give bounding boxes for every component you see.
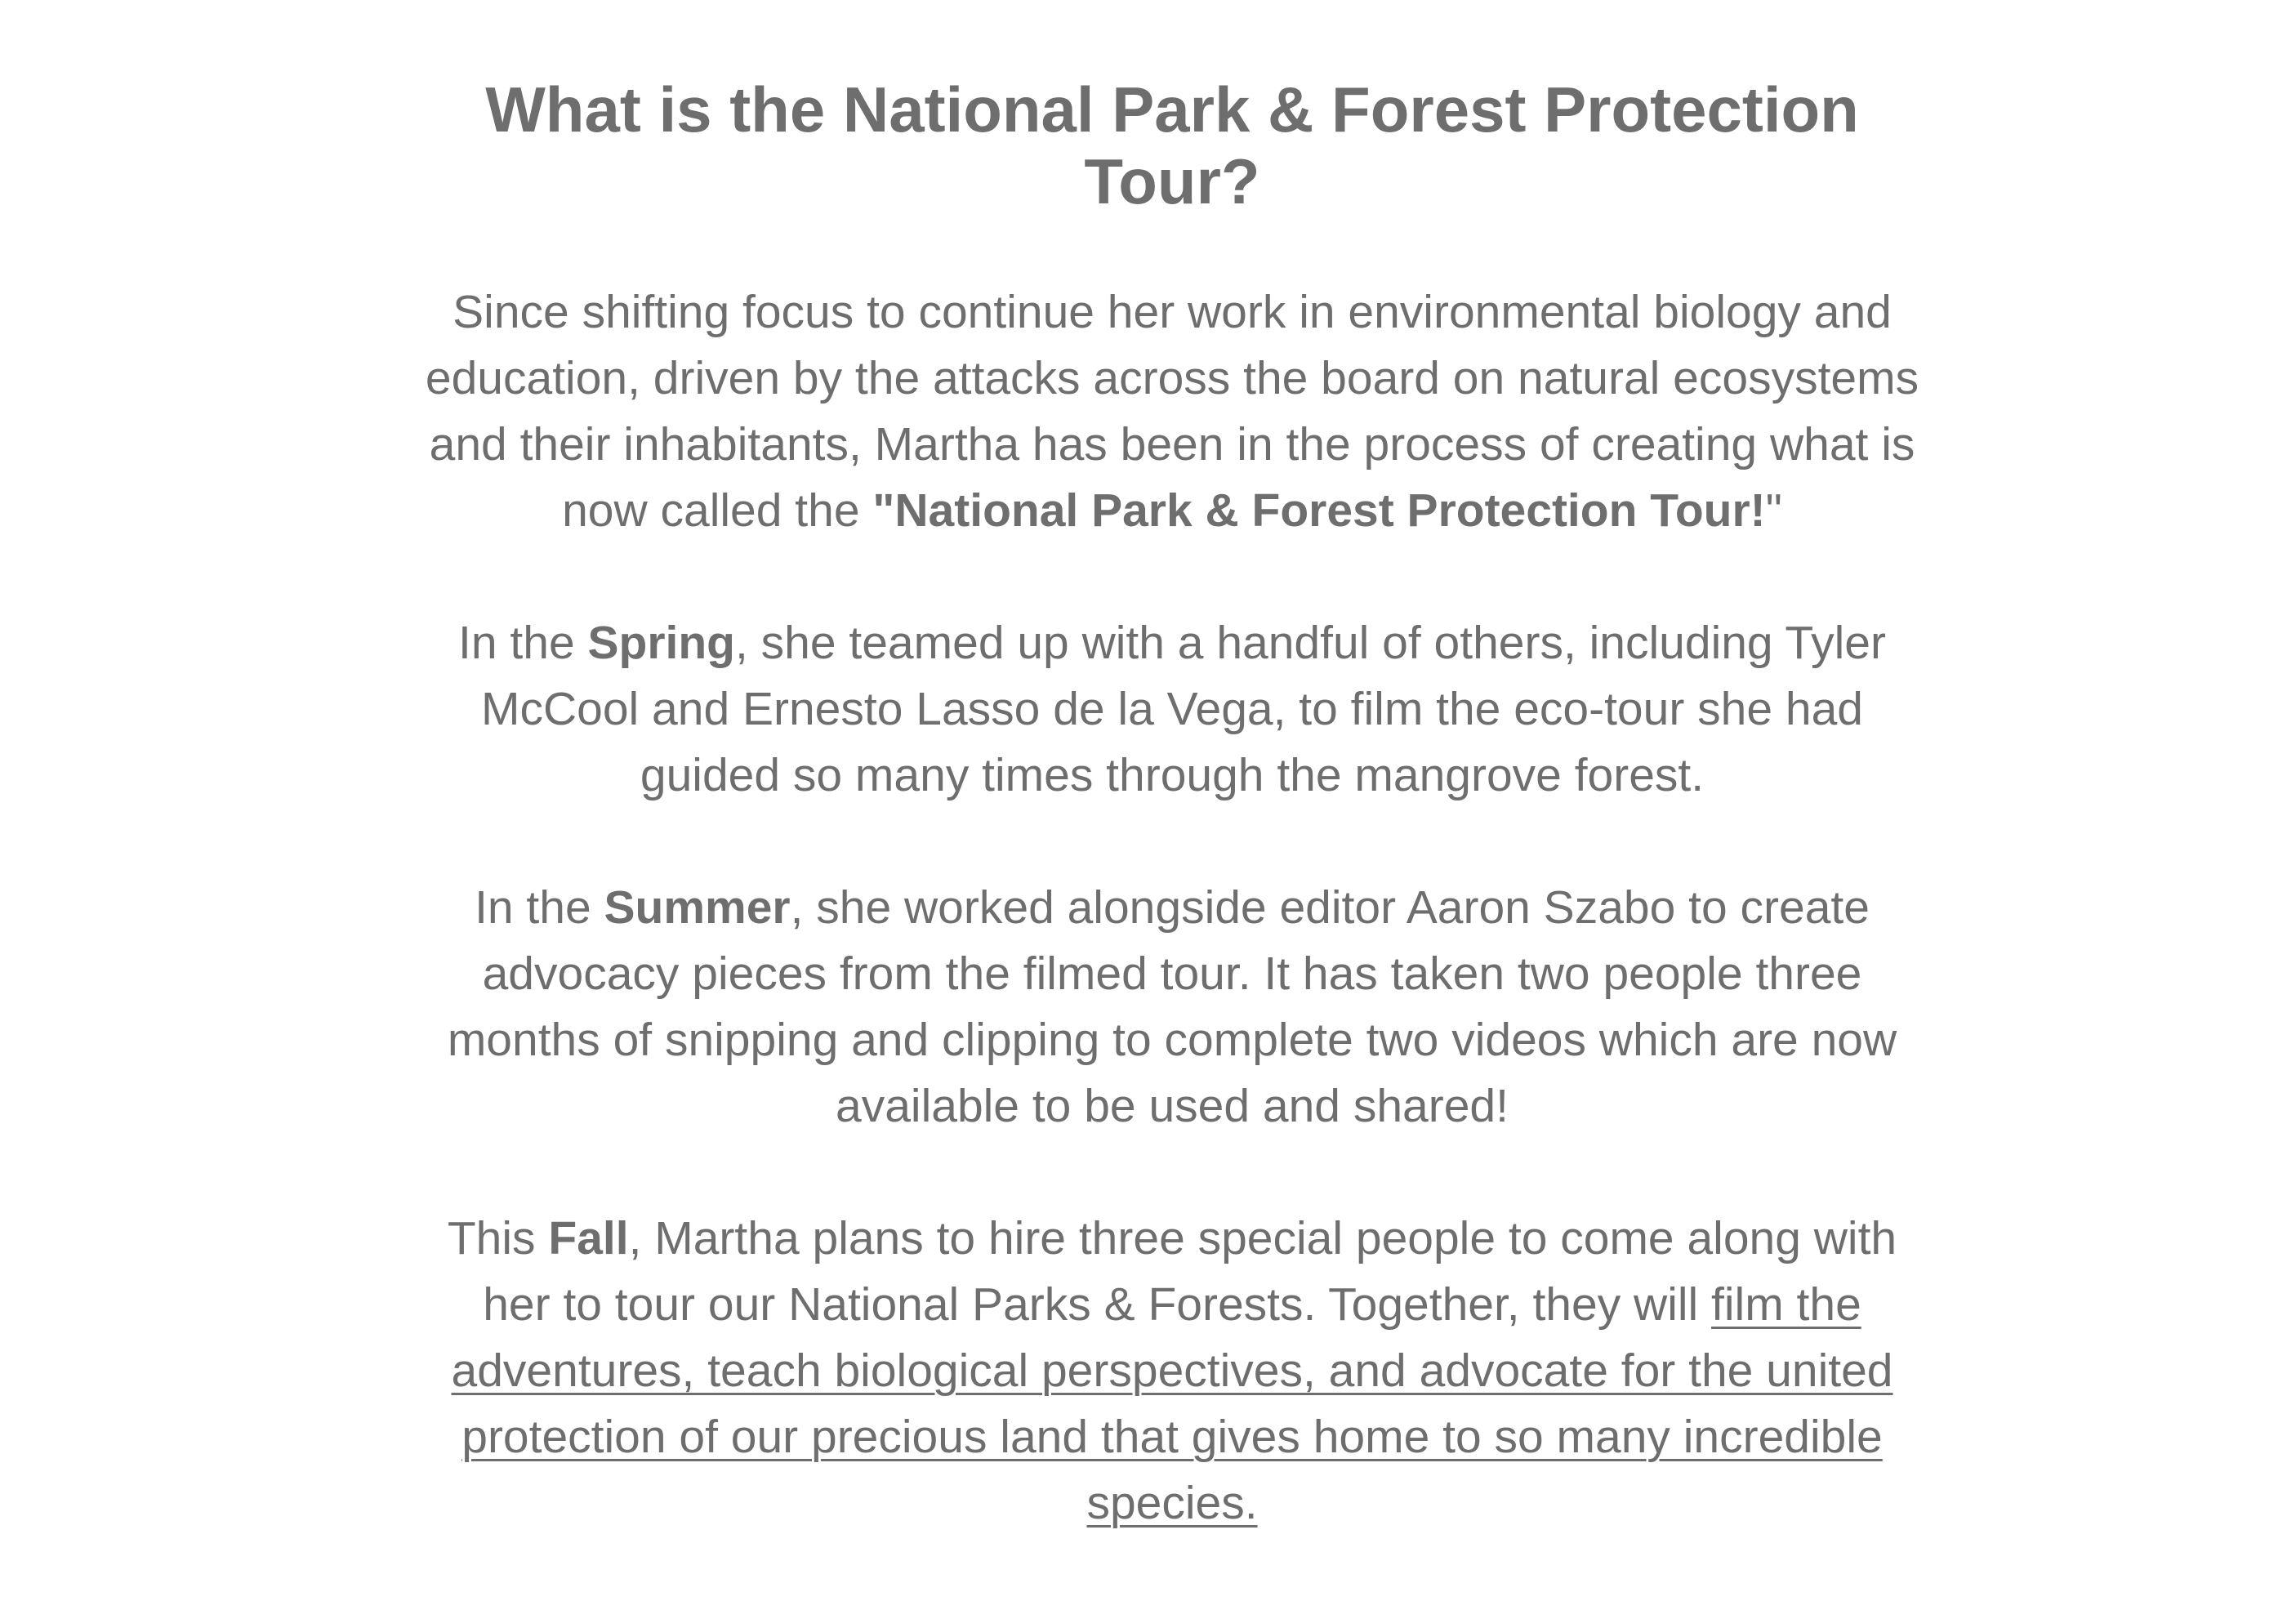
summer-text-start: In the (475, 881, 604, 934)
summer-bold: Summer (604, 881, 791, 934)
spring-bold: Spring (587, 617, 735, 669)
summer-text: , she worked alongside editor Aaron Szabo to create advocacy pieces from the filmed tour. It has taken two people three months of snipping and clipping to complete two videos which are now available to be used and shared! (447, 881, 1897, 1132)
page-title: What is the National Park & Forest Protection Tour? (485, 74, 1859, 217)
fall-text-start: This (447, 1212, 549, 1264)
fall-text: , Martha plans to hire three special people to come along with her to tour our National Parks & Forests. Together, they will (483, 1212, 1897, 1331)
summer-paragraph (408, 875, 1936, 1139)
spring-text: , she teamed up with a handful of others, including Tyler McCool and Ernesto Lasso de la Vega, to film the eco-tour she had guided so many times through the mangrove forest. (481, 617, 1886, 801)
tour-name-bold: "National Park & Forest Protection Tour! (872, 484, 1766, 537)
intro-text: Since shifting focus to continue her work in environmental biology and education, driven by the attacks across the board on natural ecosystems and their inhabitants, Martha has been in the process of creating what is now called the (425, 286, 1919, 537)
fall-bold: Fall (548, 1212, 629, 1264)
spring-text-start: In the (458, 617, 588, 669)
spring-paragraph (408, 610, 1936, 809)
fall-mission-link[interactable]: film the adventures, teach biological perspectives, and advocate for the united protection of our precious land that gives home to so many incredible species. (451, 1278, 1893, 1529)
fall-paragraph (408, 1206, 1936, 1536)
intro-paragraph (408, 279, 1936, 544)
intro-text-end: " (1765, 484, 1782, 537)
article-content (408, 74, 1936, 1536)
